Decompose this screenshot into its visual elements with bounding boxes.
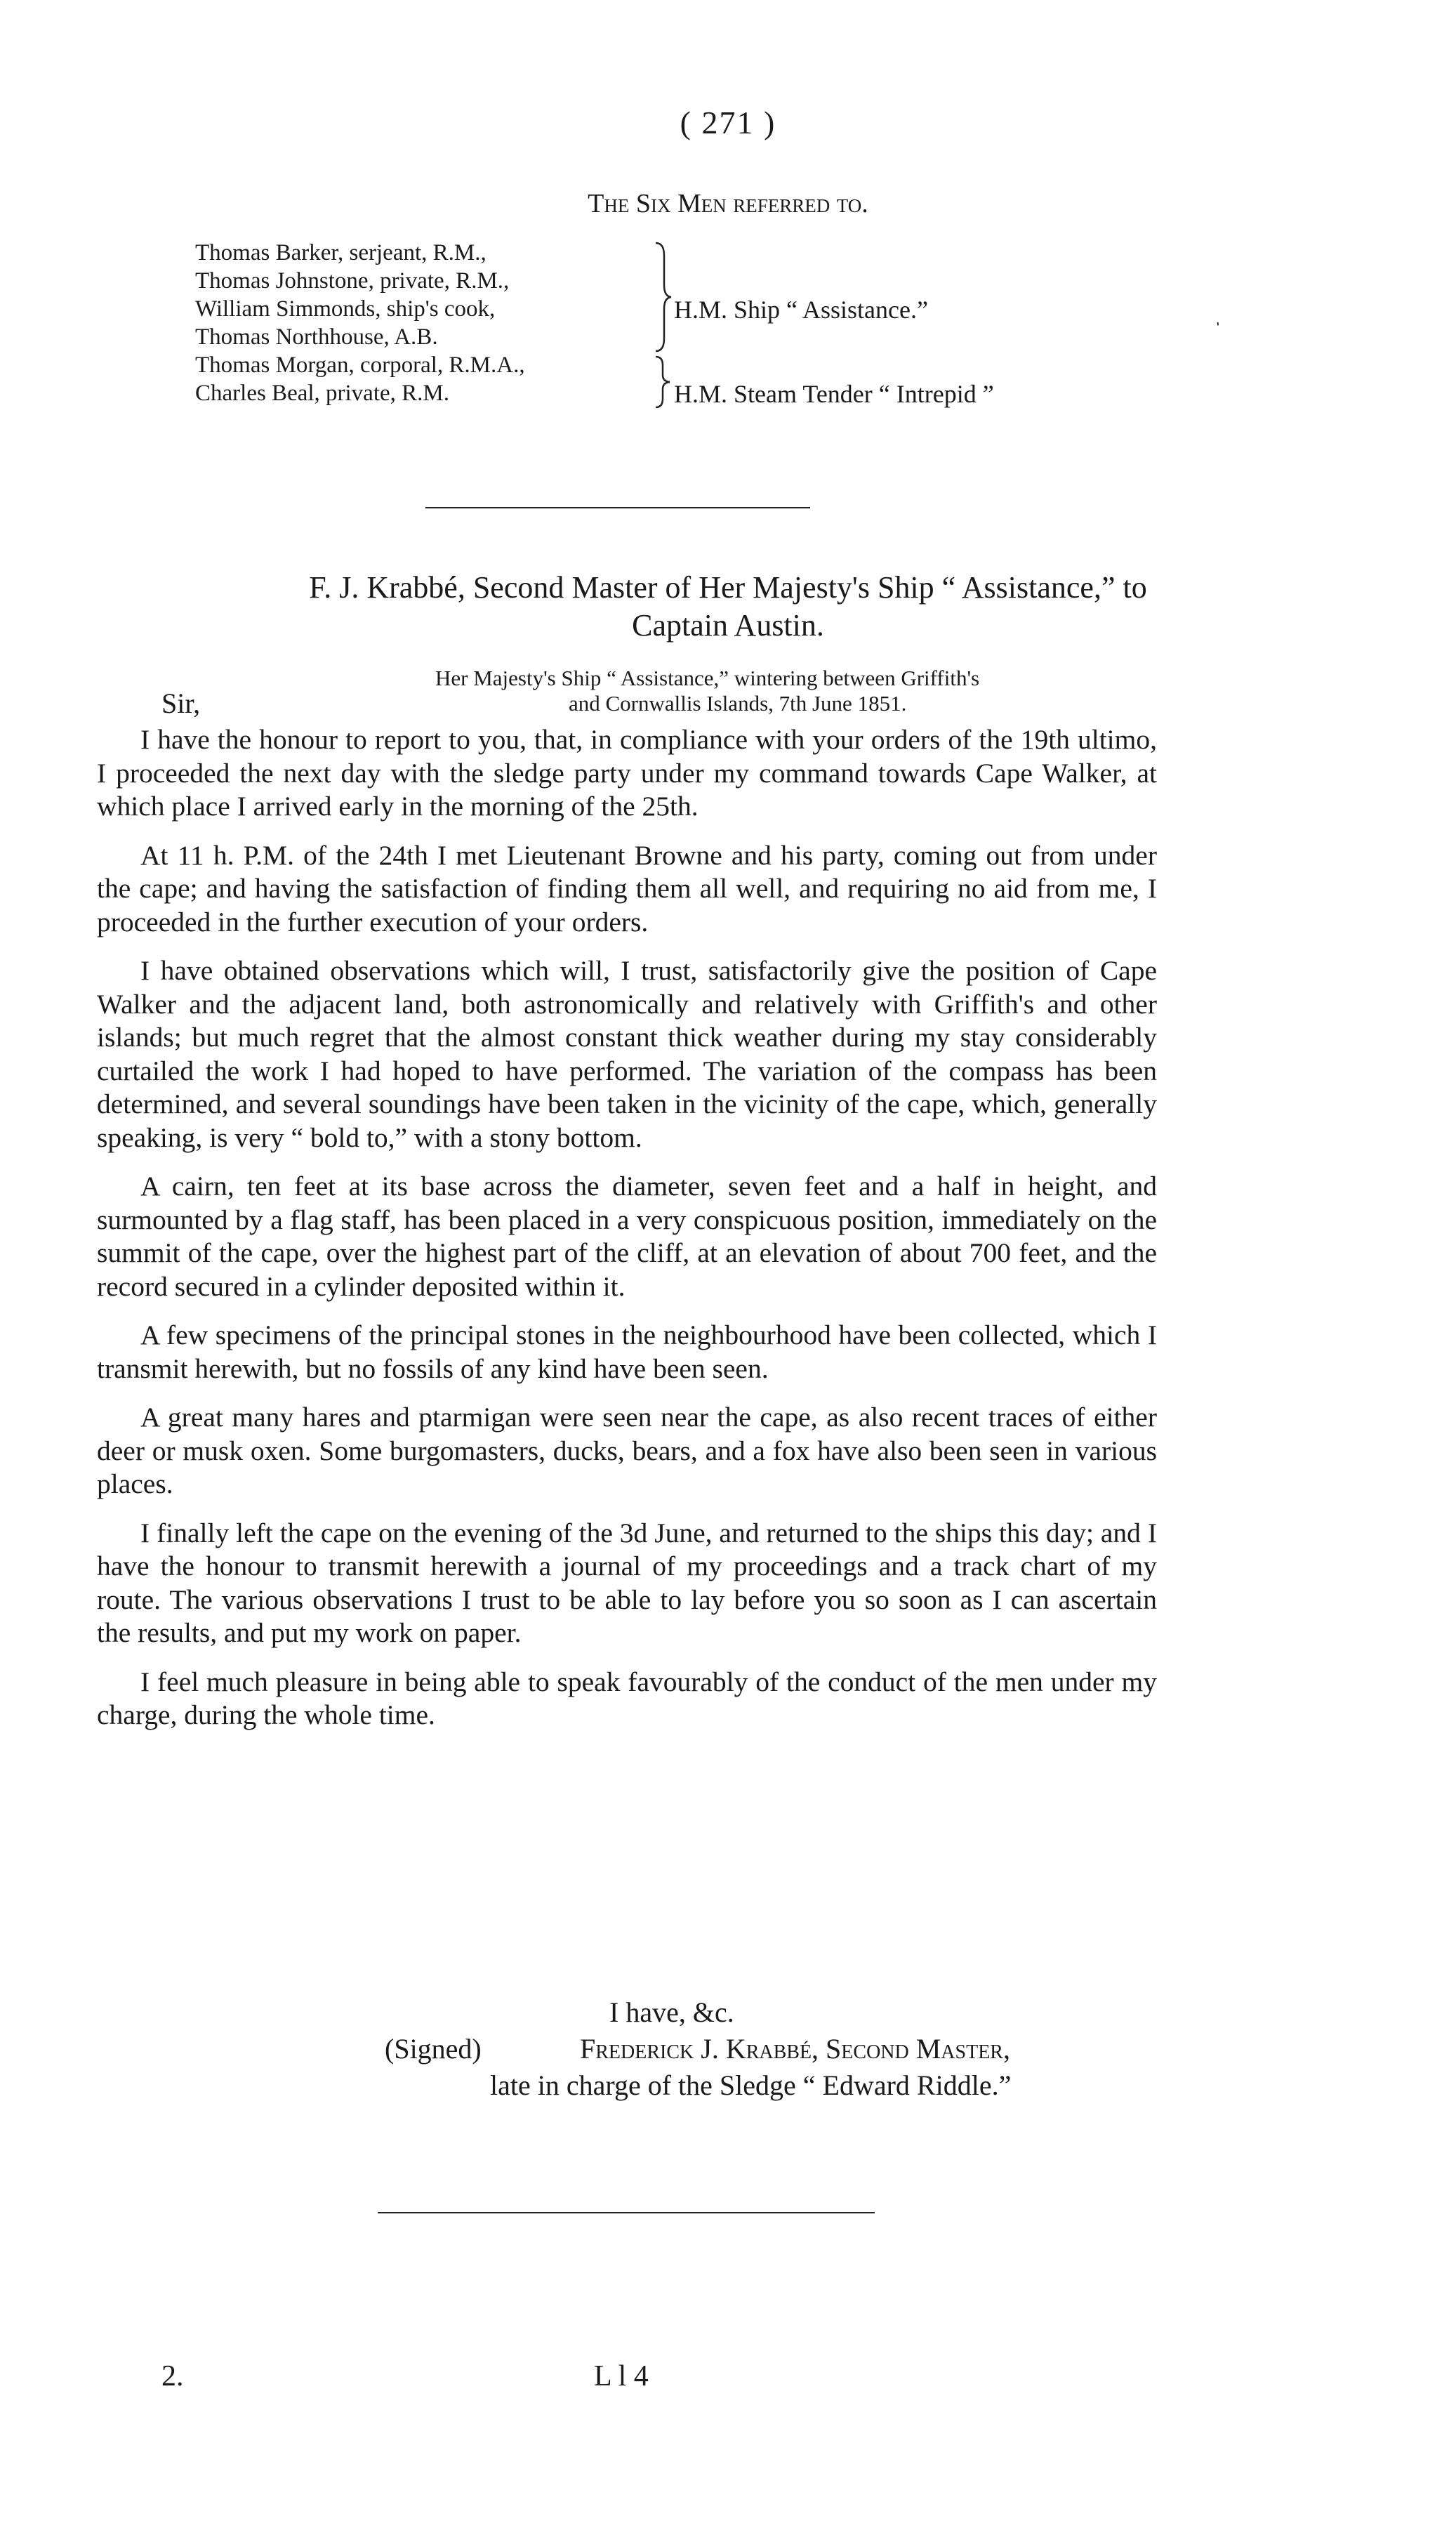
footer-left-number: 2. bbox=[161, 2360, 184, 2392]
letter-paragraph: A few specimens of the principal stones in the neighbourhood have been collected, which I transmit herewith, but no fossils of any kind have been seen. bbox=[97, 1319, 1157, 1384]
letter-dateline bbox=[435, 666, 979, 716]
letter-paragraph: At 11 h. P.M. of the 24th I met Lieutenant Browne and his party, coming out from under the cape; and having the satisfaction of finding them all well, and requiring no aid from me, I proceeded in the further execution of your orders. bbox=[97, 839, 1157, 937]
crew-member: Thomas Northhouse, A.B. bbox=[195, 324, 438, 350]
letter-body bbox=[97, 723, 1157, 1748]
letter-paragraph: I feel much pleasure in being able to speak favourably of the conduct of the men under my charge, during the whole time. bbox=[97, 1666, 1157, 1730]
closing: I have, &c. bbox=[609, 1996, 734, 2028]
ship-assistance-label: H.M. Ship “ Assistance.” bbox=[674, 296, 928, 324]
signature-text: Frederick J. Krabbé, Second Master, bbox=[580, 2033, 1010, 2065]
right-brace-icon bbox=[653, 355, 674, 409]
dateline-line-2: and Cornwallis Islands, 7th June 1851. bbox=[569, 691, 907, 716]
letter-title-line-1: F. J. Krabbé, Second Master of Her Majesty's Ship “ Assistance,” to bbox=[309, 570, 1147, 605]
crew-member: Thomas Morgan, corporal, R.M.A., bbox=[195, 353, 525, 378]
crew-member: Charles Beal, private, R.M. bbox=[195, 381, 450, 406]
signature bbox=[580, 2032, 1010, 2065]
signed-label: (Signed) bbox=[385, 2033, 482, 2065]
closing-divider bbox=[378, 2212, 875, 2213]
ship-intrepid-label: H.M. Steam Tender “ Intrepid ” bbox=[674, 380, 994, 408]
dateline-line-1: Her Majesty's Ship “ Assistance,” wintering between Griffith's bbox=[435, 666, 980, 690]
signature-mark: L l 4 bbox=[594, 2360, 649, 2392]
crew-list-title: The Six Men referred to. bbox=[588, 189, 868, 218]
letter-title bbox=[0, 569, 1456, 645]
salutation: Sir, bbox=[161, 687, 201, 719]
letter-title-line-2: Captain Austin. bbox=[632, 608, 824, 643]
crew-member: William Simmonds, ship's cook, bbox=[195, 296, 496, 322]
section-divider bbox=[425, 507, 810, 508]
crew-group-intrepid bbox=[195, 351, 525, 407]
right-brace-icon bbox=[653, 242, 674, 353]
crew-member: Thomas Johnstone, private, R.M., bbox=[195, 268, 510, 294]
crew-member: Thomas Barker, serjeant, R.M., bbox=[195, 240, 487, 265]
letter-paragraph: I finally left the cape on the evening of the 3d June, and returned to the ships this day; and I have the honour to transmit herewith a journal of my proceedings and a track chart of my route. The various observations I trust to be able to lay before you so soon as I can ascertain the results, and put my work on paper. bbox=[97, 1517, 1157, 1648]
letter-paragraph: A great many hares and ptarmigan were seen near the cape, as also recent traces of either deer or musk oxen. Some burgomasters, ducks, bears, and a fox have also been seen in various places. bbox=[97, 1402, 1157, 1499]
signature-line-2: late in charge of the Sledge “ Edward Riddle.” bbox=[490, 2069, 1012, 2101]
letter-paragraph: A cairn, ten feet at its base across the diameter, seven feet and a half in height, and surmounted by a flag staff, has been placed in a very conspicuous position, immediately on the summit of the cape, over the highest part of the cliff, at an elevation of about 700 feet, and the record secured in a cylinder deposited within it. bbox=[97, 1171, 1157, 1302]
crew-group-assistance bbox=[195, 239, 509, 351]
letter-paragraph: I have obtained observations which will, I trust, satisfactorily give the position of Cape Walker and the adjacent land, both astronomically and relatively with Griffith's and other islands; but much regret that the almost constant thick weather during my stay considerably curtailed the work I had hoped to have performed. The variation of the compass has been determined, and several soundings have been taken in the vicinity of the cape, which, generally speaking, is very “ bold to,” with a stony bottom. bbox=[97, 955, 1157, 1153]
letter-paragraph: I have the honour to report to you, that, in compliance with your orders of the 19th ultimo, I proceeded the next day with the sledge party under my command towards Cape Walker, at which place I arrived early in the morning of the 25th. bbox=[97, 724, 1157, 822]
page-number: ( 271 ) bbox=[680, 105, 776, 140]
